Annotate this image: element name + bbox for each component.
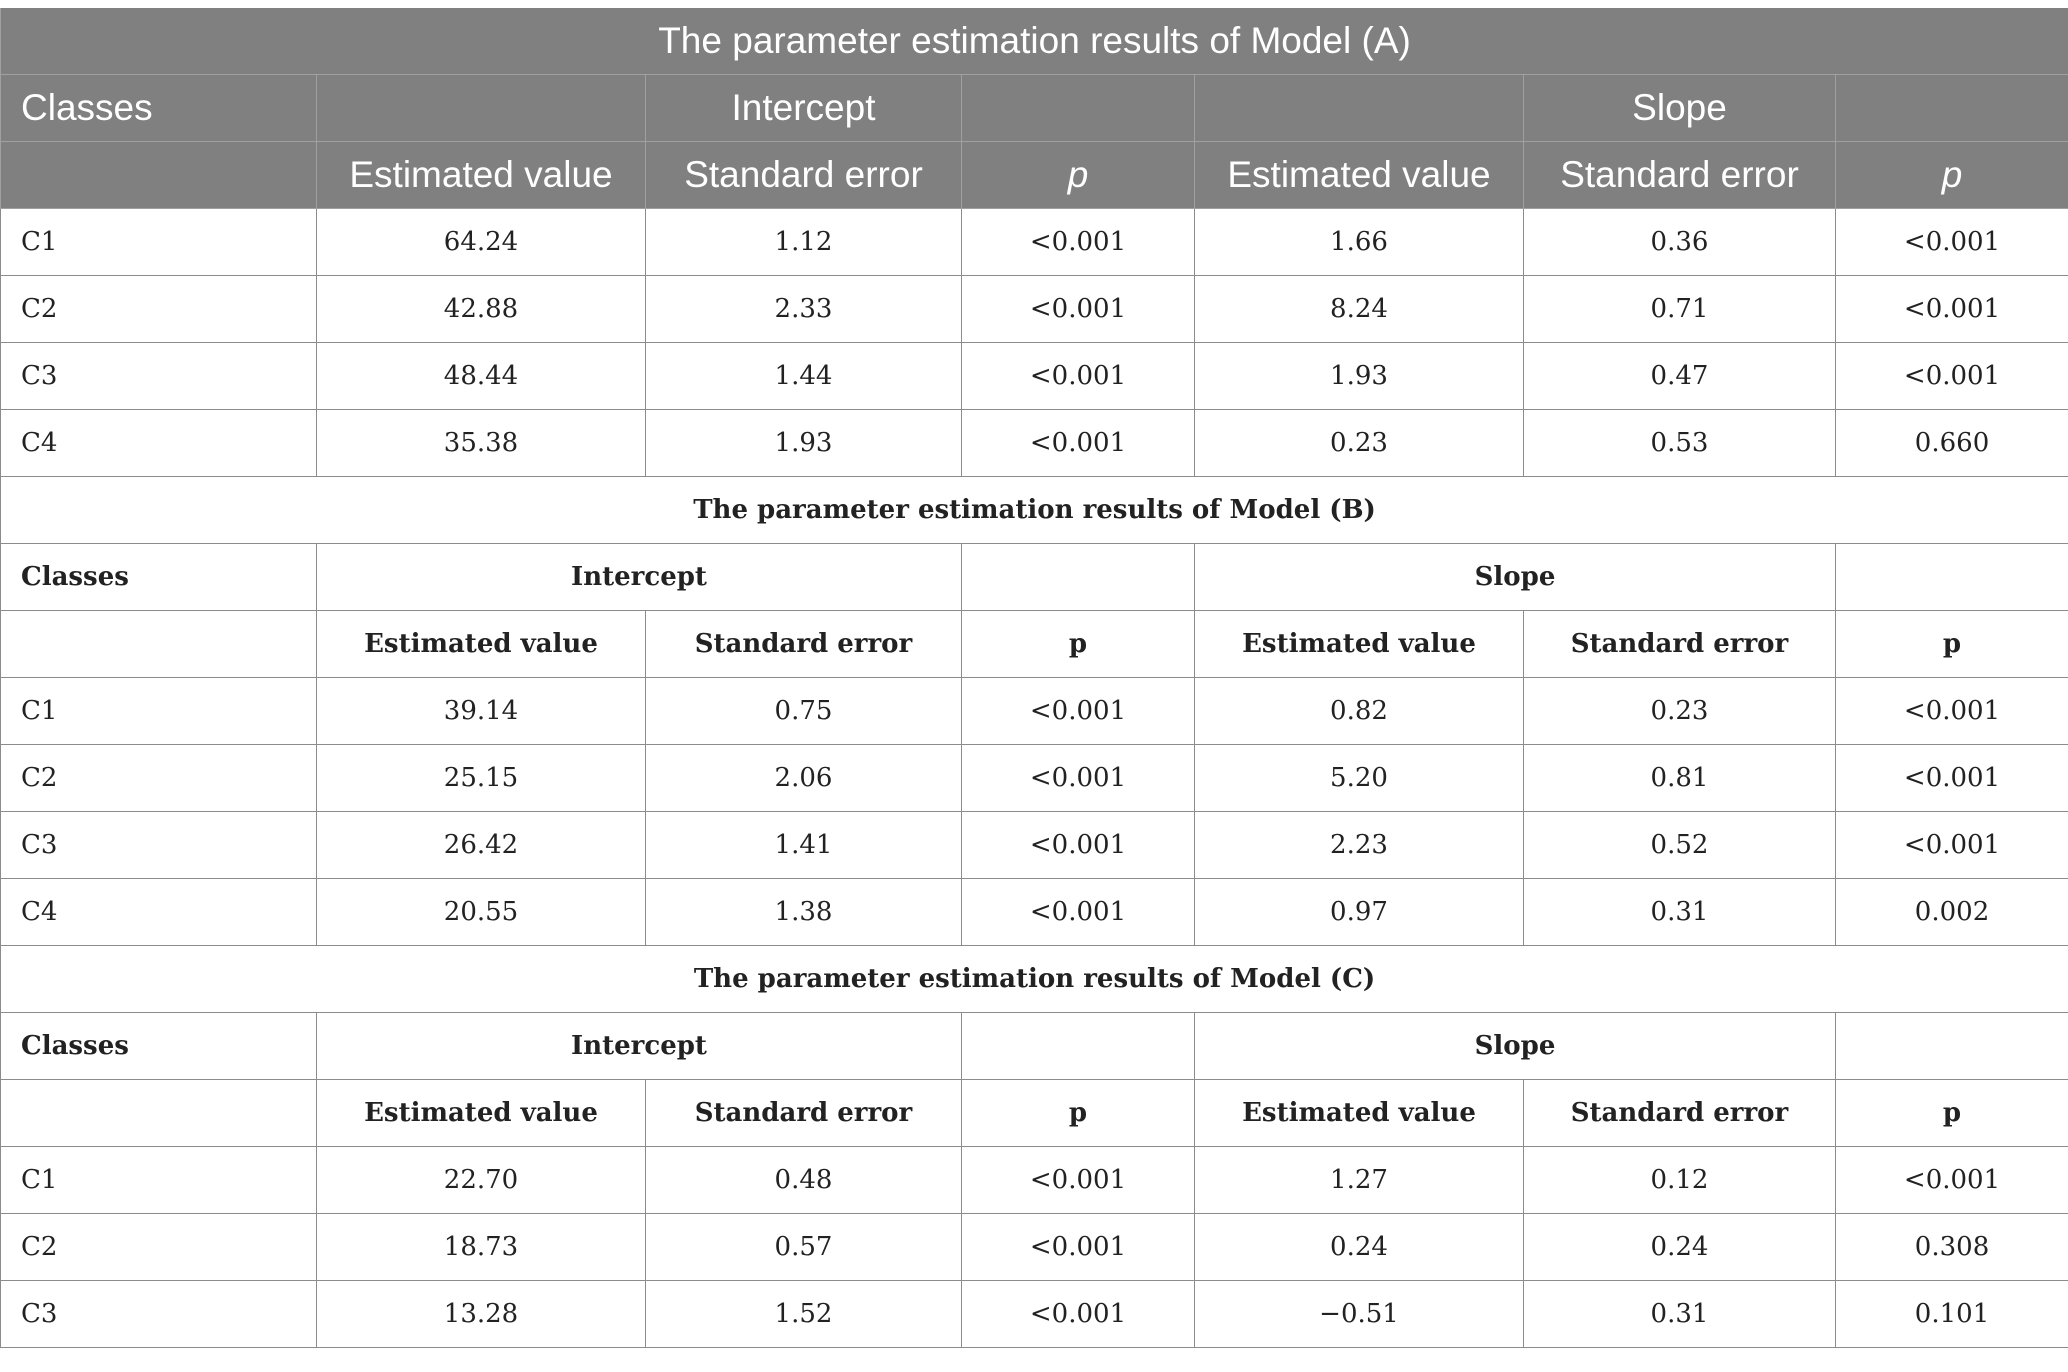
model-a-group-header-row	[1, 75, 2068, 142]
class-cell: C3	[1, 1281, 317, 1348]
slope-p-header: p	[1836, 611, 2068, 678]
slope-value-cell: 1.27	[1195, 1147, 1524, 1214]
slope-se-cell: 0.23	[1524, 678, 1836, 745]
model-c-title: The parameter estimation results of Model (C)	[1, 946, 2068, 1013]
table-row	[1, 1281, 2068, 1348]
class-cell: C2	[1, 745, 317, 812]
intercept-estimated-value-header: Estimated value	[317, 1080, 646, 1147]
intercept-p-header: p	[962, 142, 1195, 209]
slope-value-cell: 0.97	[1195, 879, 1524, 946]
slope-estimated-value-header: Estimated value	[1195, 1080, 1524, 1147]
intercept-p-cell: <0.001	[962, 678, 1195, 745]
intercept-value-cell: 25.15	[317, 745, 646, 812]
intercept-p-header: p	[962, 1080, 1195, 1147]
slope-se-cell: 0.52	[1524, 812, 1836, 879]
table-row	[1, 1147, 2068, 1214]
slope-value-cell: −0.51	[1195, 1281, 1524, 1348]
model-a-title: The parameter estimation results of Model (A)	[1, 8, 2068, 75]
intercept-se-cell: 0.57	[646, 1214, 962, 1281]
table-row	[1, 812, 2068, 879]
class-cell: C2	[1, 276, 317, 343]
intercept-value-cell: 18.73	[317, 1214, 646, 1281]
empty-header-cell	[962, 1013, 1195, 1080]
model-a-title-row	[1, 8, 2068, 75]
intercept-se-cell: 1.52	[646, 1281, 962, 1348]
empty-header-cell	[1, 1080, 317, 1147]
intercept-value-cell: 39.14	[317, 678, 646, 745]
model-c-title-row	[1, 946, 2068, 1013]
intercept-p-cell: <0.001	[962, 1147, 1195, 1214]
slope-value-cell: 1.66	[1195, 209, 1524, 276]
intercept-value-cell: 64.24	[317, 209, 646, 276]
empty-header-cell	[1836, 1013, 2068, 1080]
class-cell: C2	[1, 1214, 317, 1281]
table-row	[1, 879, 2068, 946]
slope-se-cell: 0.31	[1524, 879, 1836, 946]
intercept-value-cell: 13.28	[317, 1281, 646, 1348]
class-cell: C1	[1, 1147, 317, 1214]
slope-p-cell: <0.001	[1836, 745, 2068, 812]
slope-p-cell: 0.002	[1836, 879, 2068, 946]
empty-header-cell	[1, 142, 317, 209]
slope-se-cell: 0.24	[1524, 1214, 1836, 1281]
model-a-column-header-row	[1, 142, 2068, 209]
intercept-se-cell: 1.38	[646, 879, 962, 946]
intercept-se-cell: 0.75	[646, 678, 962, 745]
class-cell: C4	[1, 410, 317, 477]
intercept-p-cell: <0.001	[962, 276, 1195, 343]
intercept-se-cell: 1.12	[646, 209, 962, 276]
empty-header-cell	[1836, 544, 2068, 611]
empty-header-cell	[1195, 75, 1524, 142]
intercept-se-cell: 2.06	[646, 745, 962, 812]
slope-value-cell: 0.23	[1195, 410, 1524, 477]
slope-p-cell: <0.001	[1836, 343, 2068, 410]
slope-p-cell: <0.001	[1836, 812, 2068, 879]
slope-p-cell: 0.660	[1836, 410, 2068, 477]
intercept-p-cell: <0.001	[962, 1281, 1195, 1348]
intercept-header: Intercept	[317, 544, 962, 611]
slope-value-cell: 0.82	[1195, 678, 1524, 745]
intercept-estimated-value-header: Estimated value	[317, 142, 646, 209]
intercept-estimated-value-header: Estimated value	[317, 611, 646, 678]
slope-value-cell: 1.93	[1195, 343, 1524, 410]
empty-header-cell	[1836, 75, 2068, 142]
intercept-p-cell: <0.001	[962, 879, 1195, 946]
model-c-group-header-row	[1, 1013, 2068, 1080]
slope-value-cell: 5.20	[1195, 745, 1524, 812]
intercept-standard-error-header: Standard error	[646, 611, 962, 678]
slope-p-cell: <0.001	[1836, 209, 2068, 276]
class-cell: C3	[1, 343, 317, 410]
intercept-p-cell: <0.001	[962, 745, 1195, 812]
model-b-group-header-row	[1, 544, 2068, 611]
intercept-se-cell: 1.44	[646, 343, 962, 410]
intercept-p-cell: <0.001	[962, 410, 1195, 477]
table-row	[1, 209, 2068, 276]
slope-p-cell: 0.101	[1836, 1281, 2068, 1348]
intercept-se-cell: 0.48	[646, 1147, 962, 1214]
slope-se-cell: 0.12	[1524, 1147, 1836, 1214]
parameter-table-container	[0, 8, 2068, 1348]
empty-header-cell	[1, 611, 317, 678]
slope-header: Slope	[1195, 1013, 1836, 1080]
intercept-header: Intercept	[317, 1013, 962, 1080]
classes-header: Classes	[1, 75, 317, 142]
intercept-value-cell: 20.55	[317, 879, 646, 946]
table-row	[1, 745, 2068, 812]
intercept-standard-error-header: Standard error	[646, 1080, 962, 1147]
intercept-p-cell: <0.001	[962, 209, 1195, 276]
slope-p-header: p	[1836, 1080, 2068, 1147]
slope-standard-error-header: Standard error	[1524, 142, 1836, 209]
slope-p-header: p	[1836, 142, 2068, 209]
parameter-estimation-table	[0, 8, 2068, 1348]
model-c-column-header-row	[1, 1080, 2068, 1147]
intercept-standard-error-header: Standard error	[646, 142, 962, 209]
table-row	[1, 678, 2068, 745]
slope-estimated-value-header: Estimated value	[1195, 611, 1524, 678]
intercept-value-cell: 22.70	[317, 1147, 646, 1214]
classes-header: Classes	[1, 1013, 317, 1080]
slope-se-cell: 0.53	[1524, 410, 1836, 477]
slope-se-cell: 0.36	[1524, 209, 1836, 276]
slope-p-cell: <0.001	[1836, 1147, 2068, 1214]
intercept-value-cell: 26.42	[317, 812, 646, 879]
table-row	[1, 1214, 2068, 1281]
empty-header-cell	[962, 75, 1195, 142]
slope-se-cell: 0.81	[1524, 745, 1836, 812]
slope-header: Slope	[1524, 75, 1836, 142]
class-cell: C1	[1, 678, 317, 745]
classes-header: Classes	[1, 544, 317, 611]
intercept-se-cell: 1.41	[646, 812, 962, 879]
class-cell: C4	[1, 879, 317, 946]
slope-standard-error-header: Standard error	[1524, 611, 1836, 678]
intercept-se-cell: 1.93	[646, 410, 962, 477]
slope-value-cell: 8.24	[1195, 276, 1524, 343]
table-row	[1, 276, 2068, 343]
slope-value-cell: 0.24	[1195, 1214, 1524, 1281]
model-b-column-header-row	[1, 611, 2068, 678]
empty-header-cell	[317, 75, 646, 142]
slope-estimated-value-header: Estimated value	[1195, 142, 1524, 209]
slope-header: Slope	[1195, 544, 1836, 611]
intercept-p-cell: <0.001	[962, 812, 1195, 879]
empty-header-cell	[962, 544, 1195, 611]
slope-p-cell: <0.001	[1836, 276, 2068, 343]
intercept-p-cell: <0.001	[962, 343, 1195, 410]
slope-se-cell: 0.31	[1524, 1281, 1836, 1348]
model-b-title-row	[1, 477, 2068, 544]
intercept-header: Intercept	[646, 75, 962, 142]
slope-standard-error-header: Standard error	[1524, 1080, 1836, 1147]
intercept-value-cell: 35.38	[317, 410, 646, 477]
class-cell: C3	[1, 812, 317, 879]
table-row	[1, 410, 2068, 477]
model-b-title: The parameter estimation results of Model (B)	[1, 477, 2068, 544]
slope-se-cell: 0.47	[1524, 343, 1836, 410]
intercept-value-cell: 48.44	[317, 343, 646, 410]
table-row	[1, 343, 2068, 410]
slope-value-cell: 2.23	[1195, 812, 1524, 879]
slope-se-cell: 0.71	[1524, 276, 1836, 343]
class-cell: C1	[1, 209, 317, 276]
intercept-p-header: p	[962, 611, 1195, 678]
slope-p-cell: 0.308	[1836, 1214, 2068, 1281]
slope-p-cell: <0.001	[1836, 678, 2068, 745]
intercept-value-cell: 42.88	[317, 276, 646, 343]
intercept-p-cell: <0.001	[962, 1214, 1195, 1281]
intercept-se-cell: 2.33	[646, 276, 962, 343]
